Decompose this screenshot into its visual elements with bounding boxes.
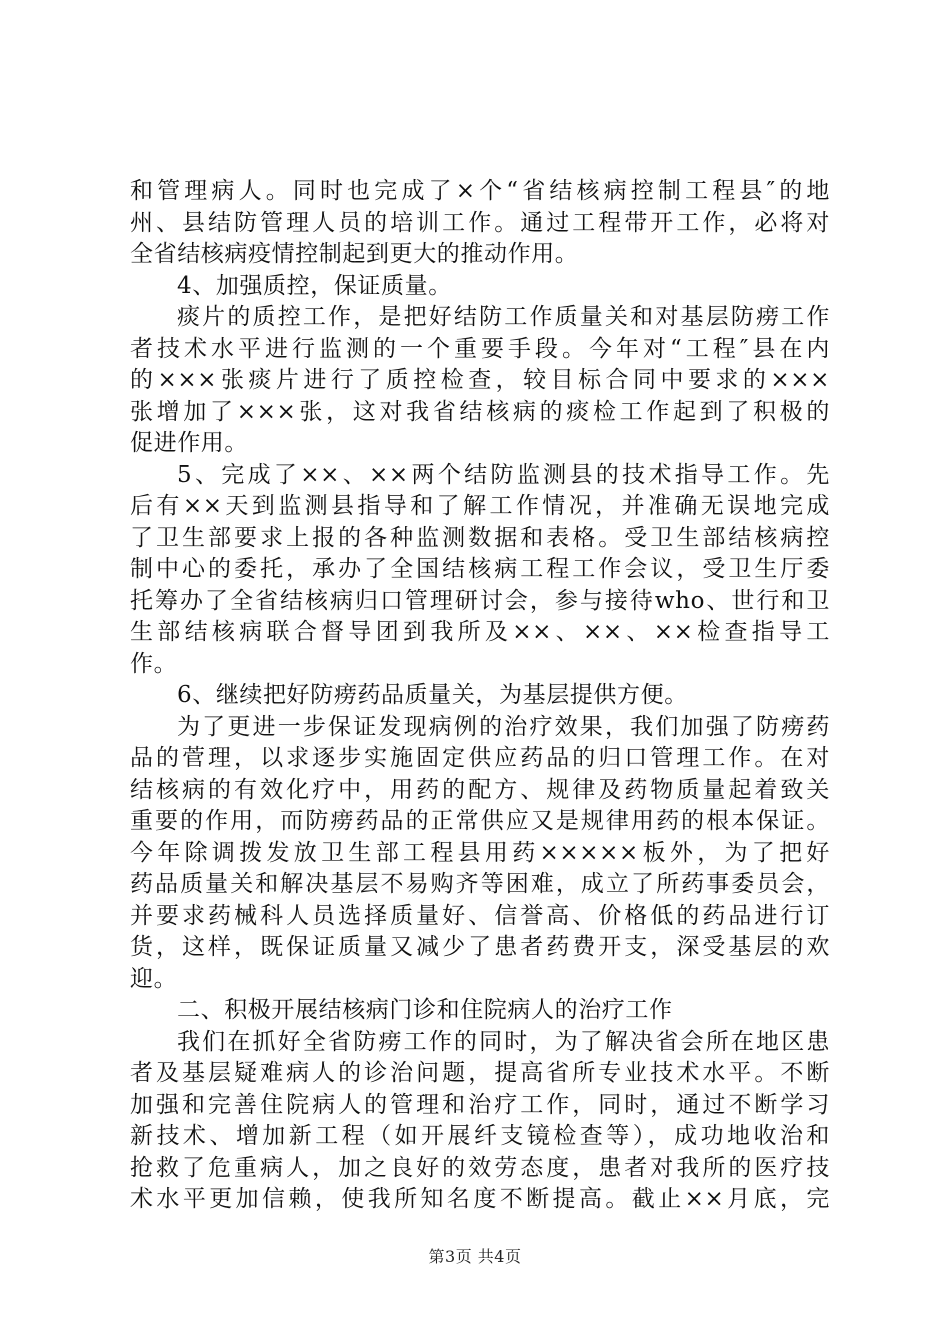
text-line: 全省结核病疫情控制起到更大的推动作用。	[130, 241, 579, 267]
text-line: 的×××张痰片进行了质控检查，较目标合同中要求的×××	[130, 367, 830, 393]
text-line: 促进作用。	[130, 430, 248, 456]
text-line: 5、完成了××、××两个结防监测县的技术指导工作。先	[177, 461, 830, 488]
text-line: 抢救了危重病人，加之良好的效劳态度，患者对我所的医疗技	[130, 1154, 830, 1181]
text-line: 生部结核病联合督导团到我所及××、××、××检查指导工	[130, 619, 830, 645]
text-line: 痰片的质控工作，是把好结防工作质量关和对基层防痨工作	[177, 304, 830, 330]
document-body	[130, 176, 830, 1216]
text-line: 今年除调拨发放卫生部工程县用药×××××板外，为了把好	[130, 839, 830, 866]
text-line: 加强和完善住院病人的管理和治疗工作，同时，通过不断学习	[130, 1091, 830, 1118]
text-line: 作。	[130, 650, 178, 677]
text-line: 和管理病人。同时也完成了×个“省结核病控制工程县″的地	[130, 178, 830, 204]
text-line: 货，这样，既保证质量又减少了患者药费开支，深受基层的欢	[130, 934, 830, 960]
page-number-footer: 第3页 共4页	[428, 1247, 522, 1266]
section-heading: 4、加强质控，保证质量。	[177, 272, 452, 299]
text-line: 术水平更加信赖，使我所知名度不断提高。截止××月底，完	[130, 1186, 830, 1212]
text-line: 新技术、增加新工程（如开展纤支镜检查等），成功地收治和	[130, 1123, 830, 1149]
text-line: 后有××天到监测县指导和了解工作情况，并准确无误地完成	[130, 493, 830, 519]
text-line: 者技术水平进行监测的一个重要手段。今年对“工程″县在内	[130, 335, 830, 362]
text-line: 重要的作用，而防痨药品的正常供应又是规律用药的根本保证。	[130, 808, 830, 834]
text-line: 制中心的委托，承办了全国结核病工程工作会议，受卫生厅委	[130, 556, 830, 582]
text-line: 迎。	[130, 965, 178, 992]
text-line: 张增加了×××张，这对我省结核病的痰检工作起到了积极的	[130, 398, 830, 425]
text-line: 托筹办了全省结核病归口管理研讨会，参与接待who、世行和卫	[130, 587, 830, 614]
text-line: 并要求药械科人员选择质量好、信誉高、价格低的药品进行订	[130, 902, 830, 929]
text-line: 为了更进一步保证发现病例的治疗效果，我们加强了防痨药	[177, 713, 830, 740]
text-line: 者及基层疑难病人的诊治问题，提高省所专业技术水平。不断	[130, 1060, 830, 1086]
section-heading: 6、继续把好防痨药品质量关，为基层提供方便。	[177, 682, 688, 708]
text-line: 了卫生部要求上报的各种监测数据和表格。受卫生部结核病控	[130, 524, 830, 551]
section-heading: 二、积极开展结核病门诊和住院病人的治疗工作	[177, 997, 673, 1023]
text-line: 我们在抓好全省防痨工作的同时，为了解决省会所在地区患	[177, 1028, 830, 1055]
text-line: 药品质量关和解决基层不易购齐等困难，成立了所药事委员会，	[130, 871, 830, 897]
text-line: 品的菅理，以求逐步实施固定供应药品的归口管理工作。在对	[130, 745, 830, 771]
text-line: 州、县结防管理人员的培训工作。通过工程带开工作，必将对	[130, 209, 830, 236]
text-line: 结核病的有效化疗中，用药的配方、规律及药物质量起着致关	[130, 776, 830, 803]
